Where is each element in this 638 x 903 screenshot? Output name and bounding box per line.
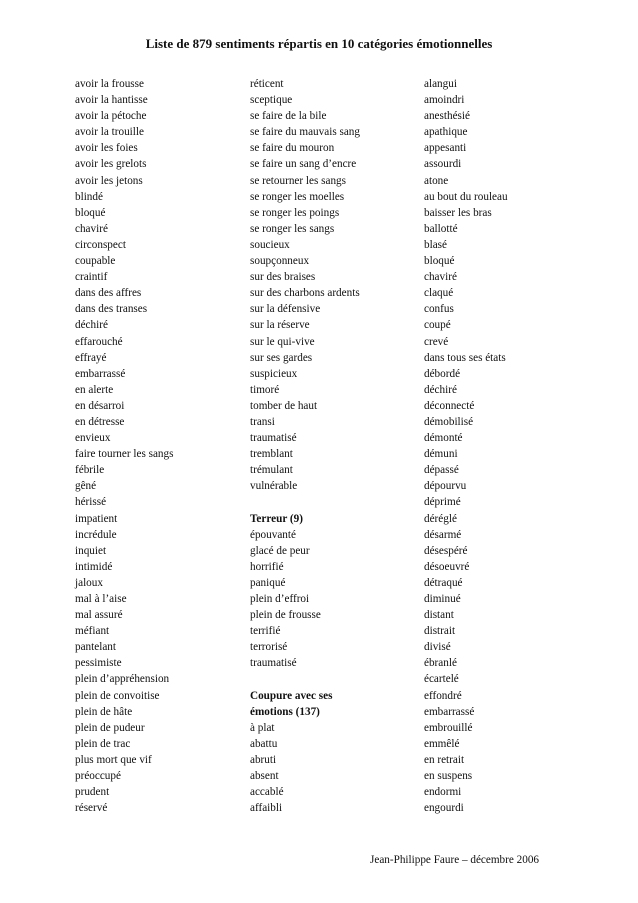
feeling-item: débordé bbox=[424, 367, 461, 380]
page-title: Liste de 879 sentiments répartis en 10 catégories émotionnelles bbox=[145, 36, 493, 51]
feeling-item: se faire un sang d’encre bbox=[250, 158, 357, 171]
feeling-item: tomber de haut bbox=[250, 399, 318, 412]
feeling-item: soupçonneux bbox=[250, 255, 310, 268]
feeling-item: blasé bbox=[424, 238, 447, 251]
feeling-item: se ronger les sangs bbox=[250, 222, 335, 235]
feeling-item: gêné bbox=[75, 480, 97, 493]
feeling-item: pessimiste bbox=[75, 657, 122, 670]
category-heading: Terreur (9) bbox=[250, 512, 303, 525]
feeling-item: coupable bbox=[75, 255, 116, 268]
feeling-item: distant bbox=[424, 609, 454, 622]
feeling-item: en retrait bbox=[424, 753, 465, 766]
feeling-item: embarrassé bbox=[75, 367, 126, 380]
feeling-item: craintif bbox=[75, 271, 108, 284]
feeling-item: suspicieux bbox=[250, 367, 298, 380]
feeling-item: anesthésié bbox=[424, 110, 470, 123]
footer-author-date: Jean-Philippe Faure – décembre 2006 bbox=[370, 854, 540, 866]
feeling-item: envieux bbox=[75, 432, 111, 445]
feeling-item: démuni bbox=[424, 448, 458, 461]
feeling-item: atone bbox=[424, 174, 449, 187]
feeling-item: sur des braises bbox=[250, 271, 316, 284]
feeling-item: en suspens bbox=[424, 770, 473, 783]
feeling-item: plein de hâte bbox=[75, 705, 133, 718]
feeling-item: ébranlé bbox=[424, 657, 457, 670]
feeling-item: désarmé bbox=[424, 528, 462, 541]
feeling-item: à plat bbox=[250, 721, 275, 734]
feeling-item: sur la défensive bbox=[250, 303, 321, 316]
feeling-item: avoir la trouille bbox=[75, 126, 144, 139]
feeling-item: terrorisé bbox=[250, 641, 288, 654]
feeling-item: ballotté bbox=[424, 222, 458, 235]
feeling-item: déprimé bbox=[424, 496, 461, 509]
feeling-item: accablé bbox=[250, 786, 284, 799]
feeling-item: en alerte bbox=[75, 383, 114, 396]
category-heading: émotions (137) bbox=[250, 705, 320, 718]
feeling-item: dans des transes bbox=[75, 303, 148, 316]
feeling-item: circonspect bbox=[75, 238, 126, 251]
feeling-item: glacé de peur bbox=[250, 544, 310, 557]
blank-line bbox=[250, 494, 418, 510]
feeling-item: déchiré bbox=[75, 319, 108, 332]
feeling-item: se faire de la bile bbox=[250, 110, 327, 123]
feeling-item: chaviré bbox=[75, 222, 108, 235]
feeling-item: incrédule bbox=[75, 528, 117, 541]
feeling-item: confus bbox=[424, 303, 454, 316]
feeling-item: se retourner les sangs bbox=[250, 174, 346, 187]
feeling-item: mal assuré bbox=[75, 609, 123, 622]
feeling-item: embrouillé bbox=[424, 721, 473, 734]
feeling-item: paniqué bbox=[250, 576, 286, 589]
feeling-item: plein de trac bbox=[75, 737, 131, 750]
feeling-item: se faire du mauvais sang bbox=[250, 126, 360, 139]
feeling-item: déchiré bbox=[424, 383, 457, 396]
feeling-item: avoir les foies bbox=[75, 142, 138, 155]
feeling-item: épouvanté bbox=[250, 528, 296, 541]
feeling-item: impatient bbox=[75, 512, 118, 525]
feeling-item: avoir la frousse bbox=[75, 78, 144, 90]
feeling-item: traumatisé bbox=[250, 657, 297, 670]
feeling-item: avoir les jetons bbox=[75, 174, 143, 187]
feeling-item: tremblant bbox=[250, 448, 293, 461]
blank-line bbox=[250, 671, 418, 687]
feeling-item: sur ses gardes bbox=[250, 351, 313, 364]
feeling-item: dans des affres bbox=[75, 287, 142, 300]
feeling-item: avoir les grelots bbox=[75, 158, 147, 171]
feelings-column-2 bbox=[250, 76, 418, 816]
feeling-item: embarrassé bbox=[424, 705, 475, 718]
feeling-item: déréglé bbox=[424, 512, 457, 525]
feeling-item: désespéré bbox=[424, 544, 468, 557]
feeling-item: au bout du rouleau bbox=[424, 190, 508, 203]
feeling-item: jaloux bbox=[75, 576, 103, 589]
feeling-item: plein de frousse bbox=[250, 609, 321, 622]
feeling-item: méfiant bbox=[75, 625, 110, 638]
feeling-item: désoeuvré bbox=[424, 560, 470, 573]
feeling-item: se faire du mouron bbox=[250, 142, 335, 155]
feeling-item: timoré bbox=[250, 383, 280, 396]
feeling-item: faire tourner les sangs bbox=[75, 448, 174, 461]
feeling-item: alangui bbox=[424, 78, 457, 90]
feeling-item: se ronger les moelles bbox=[250, 190, 345, 203]
feeling-item: sceptique bbox=[250, 94, 293, 107]
feeling-item: pantelant bbox=[75, 641, 117, 654]
category-heading: Coupure avec ses bbox=[250, 689, 333, 702]
feeling-item: sur la réserve bbox=[250, 319, 310, 332]
feeling-item: plein de pudeur bbox=[75, 721, 145, 734]
feeling-item: engourdi bbox=[424, 802, 464, 815]
feeling-item: diminué bbox=[424, 593, 461, 605]
feeling-item: plein d’effroi bbox=[250, 593, 310, 605]
feeling-item: transi bbox=[250, 415, 275, 428]
feelings-column-1 bbox=[75, 76, 245, 816]
feeling-item: abruti bbox=[250, 753, 277, 766]
feeling-item: mal à l’aise bbox=[75, 593, 127, 605]
feeling-item: effarouché bbox=[75, 335, 123, 348]
feeling-item: dans tous ses états bbox=[424, 351, 506, 364]
feeling-item: amoindri bbox=[424, 94, 465, 107]
feeling-item: abattu bbox=[250, 737, 278, 750]
feeling-item: traumatisé bbox=[250, 432, 297, 445]
feeling-item: chaviré bbox=[424, 271, 457, 284]
feeling-item: avoir la pétoche bbox=[75, 110, 147, 123]
feeling-item: détraqué bbox=[424, 576, 463, 589]
feeling-item: prudent bbox=[75, 786, 110, 799]
feeling-item: appesanti bbox=[424, 142, 467, 155]
feeling-item: dépourvu bbox=[424, 480, 467, 493]
feeling-item: en désarroi bbox=[75, 399, 125, 412]
feeling-item: déconnecté bbox=[424, 399, 475, 412]
feelings-column-3 bbox=[424, 76, 594, 816]
feeling-item: se ronger les poings bbox=[250, 206, 340, 219]
feeling-item: bloqué bbox=[75, 206, 106, 219]
feeling-item: avoir la hantisse bbox=[75, 94, 148, 107]
feeling-item: sur le qui-vive bbox=[250, 335, 315, 348]
feeling-item: crevé bbox=[424, 335, 449, 348]
feeling-item: emmêlé bbox=[424, 737, 460, 750]
feeling-item: vulnérable bbox=[250, 480, 298, 493]
feeling-item: apathique bbox=[424, 126, 468, 139]
feeling-item: en détresse bbox=[75, 415, 125, 428]
feeling-item: démonté bbox=[424, 432, 463, 445]
feeling-item: réservé bbox=[75, 802, 108, 815]
feeling-item: effondré bbox=[424, 689, 462, 702]
feeling-item: écartelé bbox=[424, 673, 459, 686]
feeling-item: sur des charbons ardents bbox=[250, 287, 360, 300]
feeling-item: bloqué bbox=[424, 255, 455, 268]
feeling-item: coupé bbox=[424, 319, 451, 332]
feeling-item: terrifié bbox=[250, 625, 281, 638]
feeling-item: horrifié bbox=[250, 560, 284, 573]
feeling-item: endormi bbox=[424, 786, 462, 799]
feeling-item: démobilisé bbox=[424, 415, 474, 428]
feeling-item: hérissé bbox=[75, 496, 107, 509]
feeling-item: assourdi bbox=[424, 158, 462, 171]
feeling-item: inquiet bbox=[75, 544, 107, 557]
feeling-item: divisé bbox=[424, 641, 451, 654]
feeling-item: effrayé bbox=[75, 351, 107, 364]
feeling-item: distrait bbox=[424, 625, 456, 638]
feeling-item: plein de convoitise bbox=[75, 689, 160, 702]
feeling-item: plein d’appréhension bbox=[75, 673, 170, 686]
feeling-item: claqué bbox=[424, 287, 454, 300]
feeling-item: baisser les bras bbox=[424, 206, 492, 219]
feeling-item: soucieux bbox=[250, 238, 290, 251]
feeling-item: préoccupé bbox=[75, 770, 121, 783]
feeling-item: dépassé bbox=[424, 464, 459, 477]
feeling-item: absent bbox=[250, 770, 279, 783]
feeling-item: blindé bbox=[75, 190, 103, 203]
feeling-item: fébrile bbox=[75, 464, 105, 477]
feeling-item: affaibli bbox=[250, 802, 283, 815]
feeling-item: trémulant bbox=[250, 464, 293, 477]
feeling-item: plus mort que vif bbox=[75, 753, 152, 766]
feeling-item: réticent bbox=[250, 78, 284, 90]
feeling-item: intimidé bbox=[75, 560, 113, 573]
